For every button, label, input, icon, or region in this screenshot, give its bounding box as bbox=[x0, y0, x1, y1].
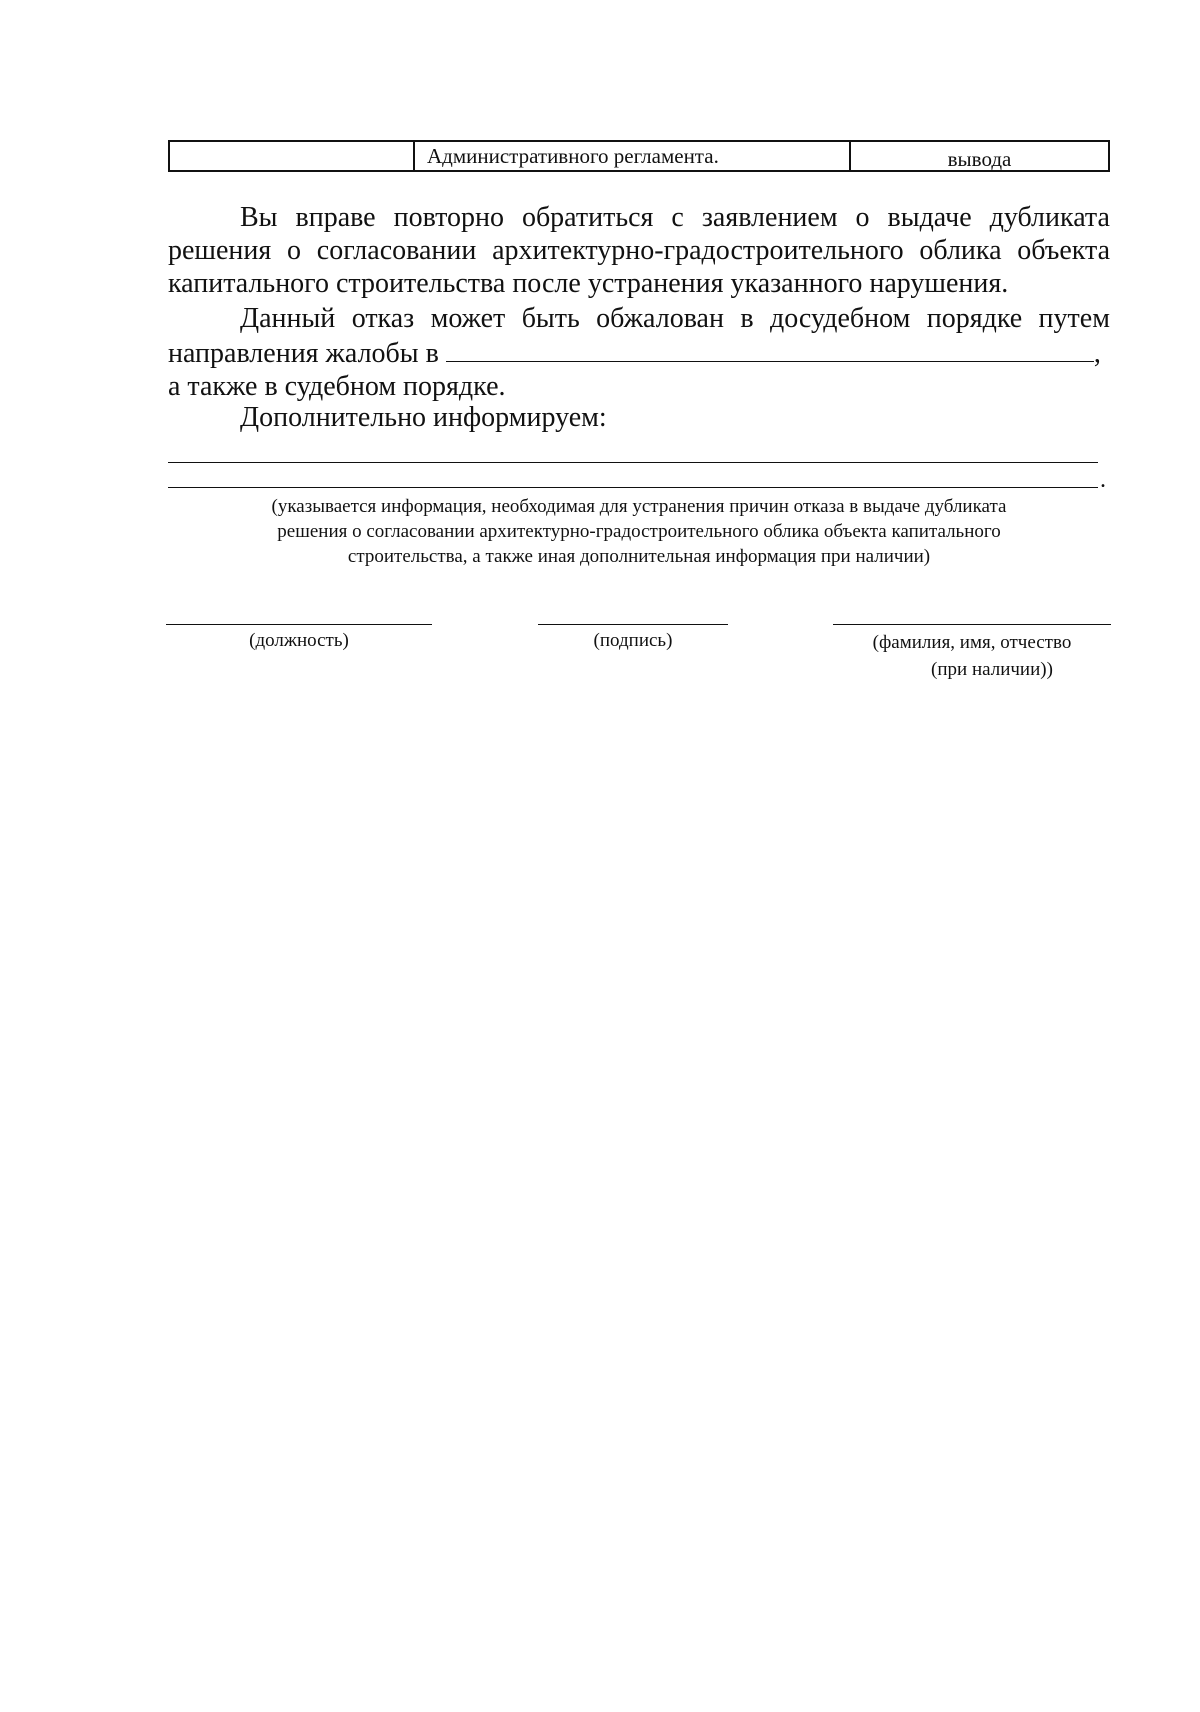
word: обжалован bbox=[596, 303, 724, 334]
paragraph-line: а также в судебном порядке. bbox=[168, 371, 506, 402]
table-cell-conclusion: вывода bbox=[947, 147, 1012, 170]
paragraph-line: капитального строительства после устранения указанного нарушения. bbox=[168, 268, 1009, 299]
word: путем bbox=[1038, 303, 1110, 334]
paragraph-appeal bbox=[168, 302, 1110, 403]
word: согласовании bbox=[316, 235, 477, 266]
paragraph-line bbox=[168, 302, 1110, 335]
word: повторно bbox=[393, 202, 504, 233]
table-row-fragment bbox=[168, 140, 1110, 172]
word: досудебном bbox=[769, 303, 911, 334]
word: о bbox=[287, 235, 302, 266]
word: вправе bbox=[295, 202, 376, 233]
complaint-recipient-blank bbox=[446, 335, 1094, 362]
word: в bbox=[740, 303, 754, 334]
word: обратиться bbox=[521, 202, 654, 233]
position-signature-line bbox=[166, 624, 432, 625]
additional-info-blank-line bbox=[168, 487, 1098, 488]
word: облика bbox=[919, 235, 1002, 266]
word: Вы bbox=[240, 202, 278, 233]
paragraph-additional-info bbox=[168, 401, 1110, 434]
word: дубликата bbox=[989, 202, 1110, 233]
comma: , bbox=[1093, 338, 1101, 369]
paragraph-reapply bbox=[168, 201, 1110, 300]
word: заявлением bbox=[701, 202, 838, 233]
word: архитектурно-градостроительного bbox=[492, 235, 904, 266]
word: Данный bbox=[240, 303, 336, 334]
signature-caption: (подпись) bbox=[593, 630, 673, 651]
additional-info-hint bbox=[168, 494, 1110, 569]
word: решения bbox=[168, 235, 272, 266]
paragraph-line bbox=[168, 201, 1110, 234]
hint-line: (указывается информация, необходимая для устранения причин отказа в выдаче дубликата bbox=[271, 496, 1007, 517]
word: о bbox=[855, 202, 870, 233]
additional-info-blank-line bbox=[168, 462, 1098, 463]
table-cell-empty bbox=[170, 142, 415, 170]
additional-info-label: Дополнительно информируем: bbox=[240, 402, 607, 433]
full-name-caption bbox=[833, 629, 1111, 683]
full-name-signature-line bbox=[833, 624, 1111, 625]
word: быть bbox=[521, 303, 580, 334]
complaint-prefix: направления жалобы в bbox=[168, 338, 439, 369]
full-name-caption-line: (при наличии)) bbox=[931, 659, 1053, 680]
table-cell-regulation: Административного регламента. bbox=[415, 142, 851, 170]
position-caption: (должность) bbox=[249, 630, 349, 651]
word: порядке bbox=[926, 303, 1023, 334]
word: может bbox=[430, 303, 506, 334]
word: отказ bbox=[351, 303, 415, 334]
hint-line: строительства, а также иная дополнительная информация при наличии) bbox=[347, 546, 931, 567]
word: выдаче bbox=[887, 202, 972, 233]
paragraph-line bbox=[168, 234, 1110, 267]
word: с bbox=[671, 202, 684, 233]
paragraph-line bbox=[168, 335, 1110, 370]
hint-line: решения о согласовании архитектурно-градостроительного облика объекта капитального bbox=[277, 521, 1001, 542]
full-name-caption-line: (фамилия, имя, отчество bbox=[872, 632, 1072, 653]
word: объекта bbox=[1017, 235, 1110, 266]
signature-line bbox=[538, 624, 728, 625]
blank-end-period: . bbox=[1100, 467, 1106, 493]
